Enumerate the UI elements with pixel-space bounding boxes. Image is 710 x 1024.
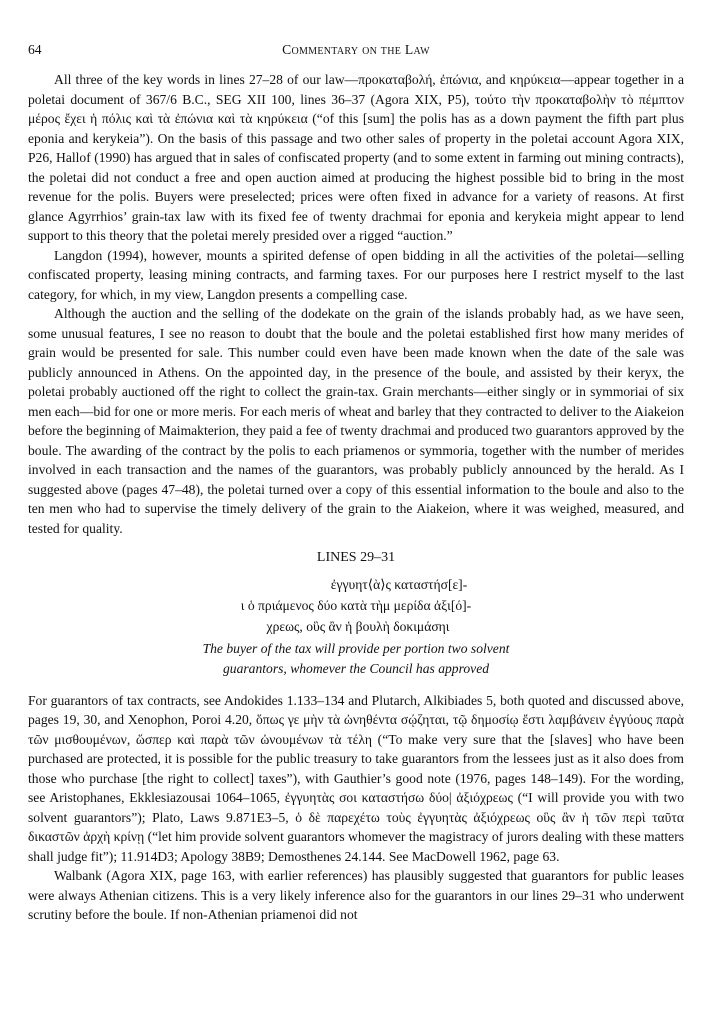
book-page [28,40,684,925]
page-header [28,40,684,62]
paragraph-auction-procedure: Although the auction and the selling of the dodekate on the grain of the islands probably had, as we have seen, some unusual features, I see no reason to doubt that the boule and the poletai established first how many merides of grain would be presented for sale. This number could even have been made known when the date of the sale was publicly announced in Athens. On the appointed day, in the presence of the boule, and assisted by their keryx, the poletai probably auctioned off the right to collect the grain-tax. Grain merchants—either singly or in symmoriai of six men each—bid for one or more meris. For each meris of wheat and barley that they contracted to deliver to the Aiakeion before the beginning of Maimakterion, they paid a fee of twenty drachmai and produced two guarantors approved by the boule. The awarding of the contract by the polis to each priamenos or symmoria, together with the number of merides involved in each transaction and the names of the guarantors, was probably publicly announced by the herald. As I suggested above (pages 47–48), the poletai turned over a copy of this essential information to the boule and also to the ten men who had to supervise the timely delivery of the grain to the Aiakeion, where it was weighed, measured, and tested for quality. [28,306,684,536]
section-heading: LINES 29–31 [316,550,396,565]
page-number: 64 [28,42,42,57]
running-title: Commentary on the Law [282,42,430,57]
greek-line-1: ἐγγυητ⟨ὰ⟩ς καταστήσ[ε]- [330,576,468,592]
paragraph-auction-keywords: All three of the key words in lines 27–28 of our law—προκαταβολή, ἐπώνια, and κηρύκεια—appear together in a poletai document of 367/6 B.C., SEG XII 100, lines 36–37 (Agora XIX, P5), τούτο τὴν προκαταβολὴν τὸ πέμπτον μέρος ἔχει ἡ πόλις καὶ τὰ ἐπώνια καὶ τὰ κηρύκεια (“of this [sum] the polis has as a down payment the fifth part plus eponia and kerykeia”). On the basis of this passage and two other sales of property in the poletai account Agora XIX, P26, Hallof (1990) has argued that in sales of confiscated property (and to some extent in farming out mining contracts), the poletai did not conduct a free and open auction aimed at producing the highest possible bid to bring in the most revenue for the polis. Buyers were preselected; prices were often fixed in advance for a variety of reasons. At first glance Agyrrhios’ grain-tax law with its fixed fee of twenty drachmai for eponia and kerykeia might appear to lend support to this theory that the poletai merely presided over a rigged “auction.” [28,72,684,243]
translation-line-1: The buyer of the tax will provide per portion two solvent [202,640,510,656]
translation-block [28,639,684,679]
greek-line-2: ι ὁ πριάμενος δύο κατὰ τὴμ μερίδα ἀξι[ό]- [240,597,472,613]
greek-text-block [28,574,684,637]
translation-line-2: guarantors, whomever the Council has approved [222,660,490,676]
paragraph-guarantors: For guarantors of tax contracts, see Andokides 1.133–134 and Plutarch, Alkibiades 5, both quoted and discussed above, pages 19, 30, and Xenophon, Poroi 4.20, ὅπως γε μὴν τὰ ὠνηθέντα σῴζηται, τῷ δημοσίῳ ἔστι λαμβάνειν ἐγγύους παρὰ τῶν μισθουμένων, ὥσπερ καὶ παρὰ τῶν ὠνουμένων τὰ τέλη (“To make very sure that the [slaves] who have been purchased are protected, it is possible for the public treasury to take guarantors from the lessees just as it also does from those who purchase [the right to collect] taxes”), with Gauthier’s good note (1976, pages 148–149). For the wording, see Aristophanes, Ekklesiazousai 1064–1065, ἐγγυητὰς σοι καταστήσω δύο| ἀξιόχρεως (“I will provide you with two solvent guarantors”); Plato, Laws 9.871E3–5, ὁ δὲ παρεχέτω τοὺς ἐγγυητὰς ἀξιόχρεως οὓς ἂν ἡ τῶν περὶ ταῦτα δικαστῶν ἀρχὴ κρίνῃ (“let him provide solvent guarantors whomever the magistracy of jurors dealing with these matters shall judge fit”); 11.914D3; Apology 38B9; Demosthenes 24.144. See MacDowell 1962, page 63. [28,692,685,864]
paragraph-walbank: Walbank (Agora XIX, page 163, with earlier references) has plausibly suggested that guarantors for public leases were always Athenian citizens. This is a very likely inference also for the guarantors in our lines 29–31 who underwent scrutiny before the boule. If non-Athenian priamenoi did not [28,868,684,922]
paragraph-langdon: Langdon (1994), however, mounts a spirited defense of open bidding in all the activities of the poletai—selling confiscated property, leasing mining contracts, and farming taxes. For our purposes here I restrict myself to the last category, for which, in my view, Langdon presents a compelling case. [28,247,684,302]
greek-line-3: χρεως, οὓς ἂν ἡ βουλὴ δοκιμάσηι [266,618,450,634]
